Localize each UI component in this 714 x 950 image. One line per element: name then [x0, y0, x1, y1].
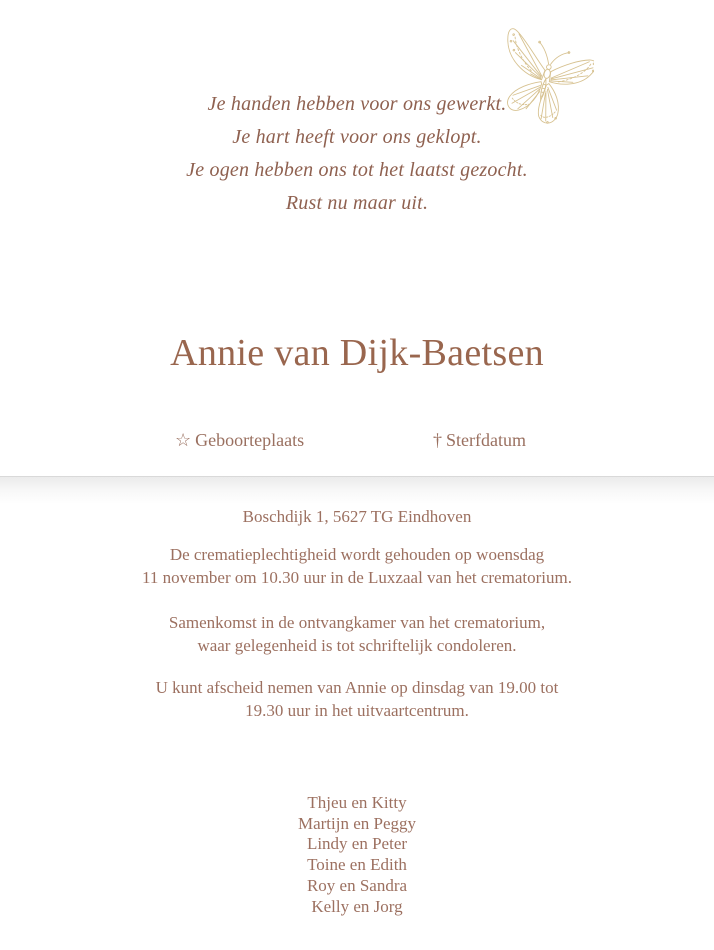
gathering-details-paragraph: [0, 611, 714, 657]
family-name-item: Martijn en Peggy: [297, 813, 417, 833]
deceased-name: Annie van Dijk-Baetsen: [170, 332, 544, 374]
birthplace-label: Geboorteplaats: [195, 430, 305, 450]
detail-line: U kunt afscheid nemen van Annie op dinsdag van 19.00 tot: [155, 678, 559, 697]
death-date-label: Sterfdatum: [446, 430, 526, 450]
family-name-item: Thjeu en Kitty: [307, 793, 407, 812]
star-icon: ☆: [175, 430, 192, 450]
detail-line: waar gelegenheid is tot schriftelijk condoleren.: [197, 636, 517, 655]
cremation-details-paragraph: [0, 543, 714, 589]
farewell-details-paragraph: [0, 676, 714, 722]
birthplace-placeholder-field[interactable]: [175, 430, 304, 451]
family-name-item: Kelly en Jorg: [311, 896, 403, 916]
family-name-item: Lindy en Peter: [306, 834, 408, 854]
family-names-list: [0, 793, 714, 917]
ceremony-address: Boschdijk 1, 5627 TG Eindhoven: [242, 507, 472, 526]
poem-line: Je hart heeft voor ons geklopt.: [232, 126, 482, 148]
dagger-cross-icon: †: [433, 430, 442, 450]
detail-line: De crematieplechtigheid wordt gehouden op woensdag: [169, 545, 545, 564]
family-name-item: Toine en Edith: [307, 855, 407, 875]
card-inside-page: [0, 476, 714, 950]
poem-line: Je handen hebben voor ons gewerkt.: [207, 93, 507, 115]
detail-line: 19.30 uur in het uitvaartcentrum.: [245, 701, 469, 720]
detail-line: Samenkomst in de ontvangkamer van het crematorium,: [168, 613, 546, 632]
poem-line: Je ogen hebben ons tot het laatst gezocht.: [186, 159, 528, 181]
poem-line: Rust nu maar uit.: [285, 192, 429, 214]
poem: [0, 88, 714, 220]
detail-line: 11 november om 10.30 uur in de Luxzaal van het crematorium.: [142, 568, 572, 587]
family-name-item: Roy en Sandra: [306, 875, 408, 895]
death-date-placeholder-field[interactable]: [433, 430, 526, 451]
